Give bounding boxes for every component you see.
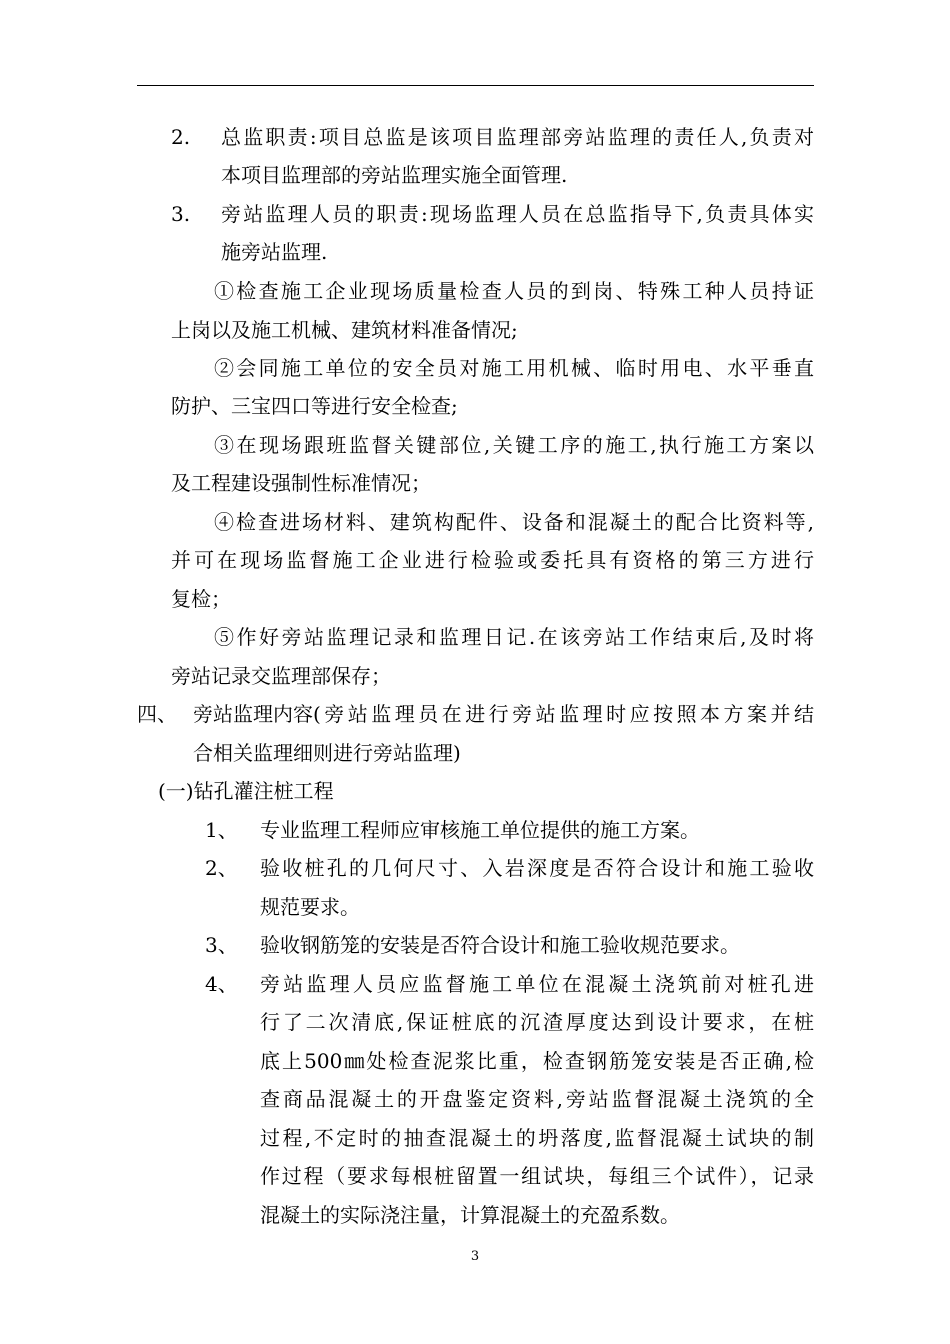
step-text-line: 专业监理工程师应审核施工单位提供的施工方案。 <box>260 818 700 842</box>
step-text-line: 规范要求。 <box>260 895 360 919</box>
duty-line: ④检查进场材料、建筑构配件、设备和混凝土的配合比资料等, <box>214 510 814 534</box>
duty-line: 旁站记录交监理部保存； <box>171 664 391 688</box>
section-number: 四、 <box>137 702 177 726</box>
duty-line: ③在现场跟班监督关键部位,关键工序的施工,执行施工方案以 <box>214 433 814 457</box>
duty-line: 复检； <box>171 587 231 611</box>
section-heading-line <box>193 702 814 726</box>
duty-line: ⑤作好旁站监理记录和监理日记.在该旁站工作结束后,及时将 <box>214 625 814 649</box>
step-text-line: 过程,不定时的抽查混凝土的坍落度,监督混凝土试块的制 <box>260 1126 814 1150</box>
item-text-line: 旁站监理人员的职责:现场监理人员在总监指导下,负责具体实 <box>221 202 814 226</box>
step-text-line: 旁站监理人员应监督施工单位在混凝土浇筑前对桩孔进 <box>260 972 814 996</box>
item-text-line: 总监职责:项目总监是该项目监理部旁站监理的责任人,负责对 <box>221 125 814 149</box>
duty-line: 上岗以及施工机械、建筑材料准备情况; <box>171 318 518 342</box>
step-number: 1、 <box>205 818 238 842</box>
section-description-line: 合相关监理细则进行旁站监理) <box>193 741 461 765</box>
step-text-line: 作过程（要求每根桩留置一组试块，每组三个试件），记录 <box>260 1164 814 1188</box>
header-rule <box>137 85 814 86</box>
step-text-line: 底上500㎜处检查泥浆比重，检查钢筋笼安装是否正确,检 <box>260 1049 814 1073</box>
step-text-line: 验收桩孔的几何尺寸、入岩深度是否符合设计和施工验收 <box>260 856 814 880</box>
section-description: (旁站监理员在进行旁站监理时应按照本方案并结 <box>313 702 814 726</box>
item-number: 3. <box>171 202 191 226</box>
item-number: 2. <box>171 125 191 149</box>
step-text-line: 查商品混凝土的开盘鉴定资料,旁站监督混凝土浇筑的全 <box>260 1087 814 1111</box>
step-number: 2、 <box>205 856 238 880</box>
step-text-line: 行了二次清底,保证桩底的沉渣厚度达到设计要求，在桩 <box>260 1010 814 1034</box>
duty-line: 防护、三宝四口等进行安全检查; <box>171 394 458 418</box>
item-text-line: 本项目监理部的旁站监理实施全面管理. <box>221 163 568 187</box>
step-number: 4、 <box>205 972 238 996</box>
duty-line: ②会同施工单位的安全员对施工用机械、临时用电、水平垂直 <box>214 356 814 380</box>
subsection-title: (一)钻孔灌注桩工程 <box>158 779 334 803</box>
duty-line: 并可在现场监督施工企业进行检验或委托具有资格的第三方进行 <box>171 548 814 572</box>
step-text-line: 混凝土的实际浇注量，计算混凝土的充盈系数。 <box>260 1203 680 1227</box>
step-text-line: 验收钢筋笼的安装是否符合设计和施工验收规范要求。 <box>260 933 740 957</box>
page-number: 3 <box>470 1249 480 1264</box>
section-title: 旁站监理内容 <box>193 702 313 726</box>
step-number: 3、 <box>205 933 238 957</box>
duty-line: ①检查施工企业现场质量检查人员的到岗、特殊工种人员持证 <box>214 279 814 303</box>
duty-line: 及工程建设强制性标准情况； <box>171 471 431 495</box>
item-text-line: 施旁站监理. <box>221 240 328 264</box>
